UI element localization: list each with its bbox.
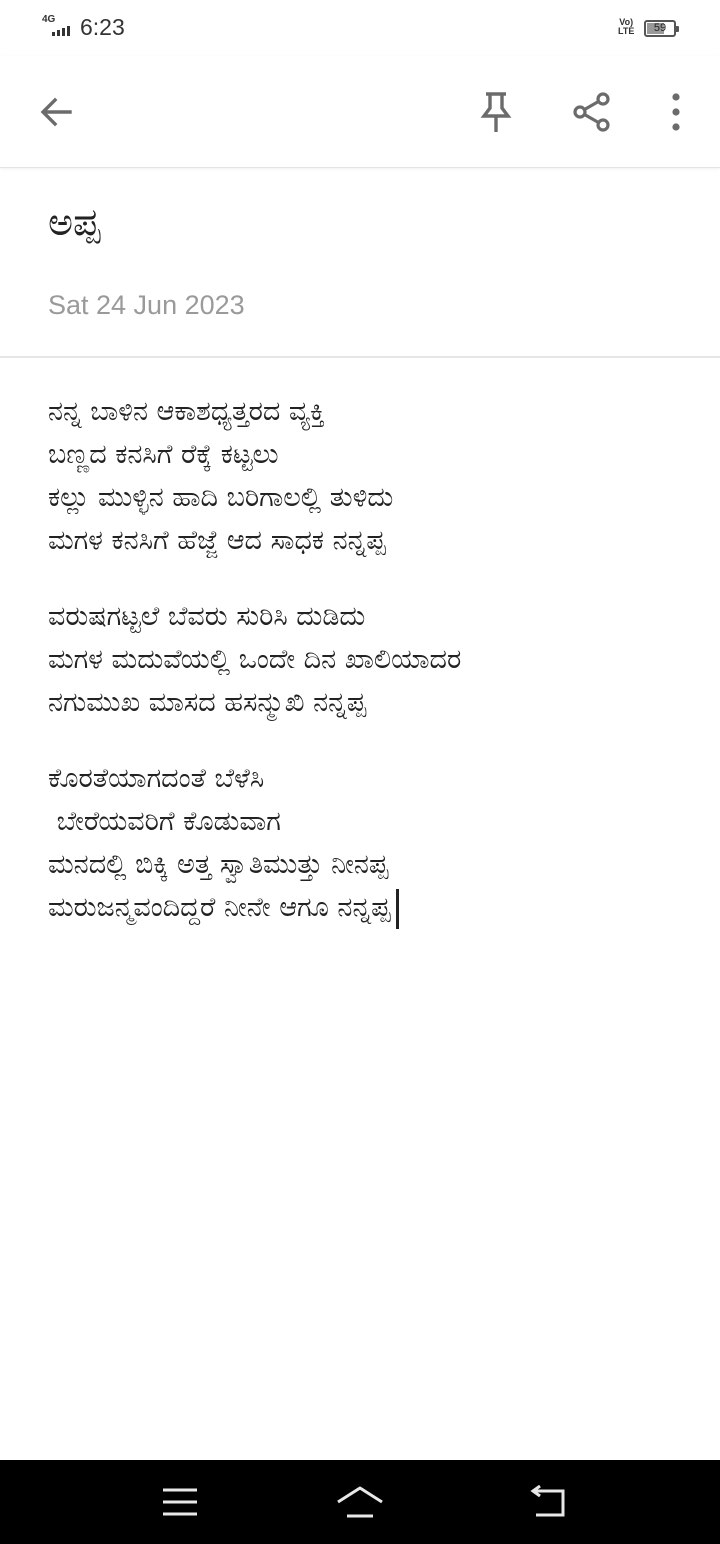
note-line: ಮನದಲ್ಲಿ ಬಿಕ್ಕಿ ಅತ್ತ ಸ್ವಾತಿಮುತ್ತು ನೀನಪ್ಪ — [48, 849, 389, 880]
network-type: 4G — [42, 14, 56, 25]
note-line-last — [48, 886, 708, 929]
note-line: ನನ್ನ ಬಾಳಿನ ಆಕಾಶಧ್ಯತ್ತರದ ವ್ಯಕ್ತಿ — [48, 396, 325, 427]
battery-level: 59 — [653, 22, 667, 34]
note-line: ಮಗಳ ಕನಸಿಗೆ ಹೆಜ್ಜೆ ಆದ ಸಾಧಕ ನನ್ನಪ್ಪ — [48, 525, 386, 556]
note-line: ವರುಷಗಟ್ಟಲೆ ಬೆವರು ಸುರಿಸಿ ದುಡಿದು — [48, 601, 366, 632]
battery-icon — [644, 20, 676, 37]
stanza — [48, 757, 708, 929]
stanza — [48, 390, 708, 562]
share-button[interactable] — [560, 80, 624, 144]
note-line: ಬೇರೆಯವರಿಗೆ ಕೊಡುವಾಗ — [48, 806, 281, 837]
navigation-bar — [0, 1460, 720, 1544]
nav-menu-button[interactable] — [144, 1472, 216, 1532]
signal-bars — [52, 26, 70, 36]
back-icon — [528, 1485, 568, 1519]
pin-icon — [476, 90, 516, 134]
note-line-text: ಮರುಜನ್ಮವಂದಿದ್ದರೆ ನೀನೇ ಆಗೂ ನನ್ನಪ್ಪ — [48, 892, 391, 923]
pin-button[interactable] — [464, 80, 528, 144]
title-divider — [0, 356, 720, 358]
arrow-left-icon — [36, 92, 76, 132]
status-time: 6:23 — [80, 14, 125, 40]
back-button[interactable] — [24, 80, 88, 144]
note-line: ಕೊರತೆಯಾಗದಂತೆ ಬೆಳೆಸಿ — [48, 763, 265, 794]
home-icon — [335, 1484, 385, 1520]
note-line: ಮಗಳ ಮದುವೆಯಲ್ಲಿ ಒಂದೇ ದಿನ ಖಾಲಿಯಾದರ — [48, 644, 462, 675]
menu-icon — [161, 1487, 199, 1517]
more-vertical-icon — [670, 92, 682, 132]
note-line: ಬಣ್ಣದ ಕನಸಿಗೆ ರೆಕ್ಕೆ ಕಟ್ಟಲು — [48, 439, 279, 470]
more-options-button[interactable] — [644, 80, 708, 144]
note-body-editor[interactable] — [48, 390, 708, 962]
signal-icon — [42, 16, 76, 40]
note-line: ಕಲ್ಲು ಮುಳ್ಳಿನ ಹಾದಿ ಬರಿಗಾಲಲ್ಲಿ ತುಳಿದು — [48, 482, 394, 513]
volte-icon: Vo) LTE — [618, 17, 635, 36]
status-bar — [0, 0, 720, 56]
nav-home-button[interactable] — [324, 1472, 396, 1532]
note-line: ನಗುಮುಖ ಮಾಸದ ಹಸನ್ಮುಖಿ ನನ್ನಪ್ಪ — [48, 687, 367, 718]
stanza — [48, 595, 708, 724]
nav-back-button[interactable] — [512, 1472, 584, 1532]
share-icon — [571, 91, 613, 133]
note-date: Sat 24 Jun 2023 — [48, 290, 245, 320]
text-cursor — [396, 889, 399, 929]
note-toolbar — [0, 56, 720, 168]
note-title[interactable]: ಅಪ್ಪ — [48, 200, 101, 244]
